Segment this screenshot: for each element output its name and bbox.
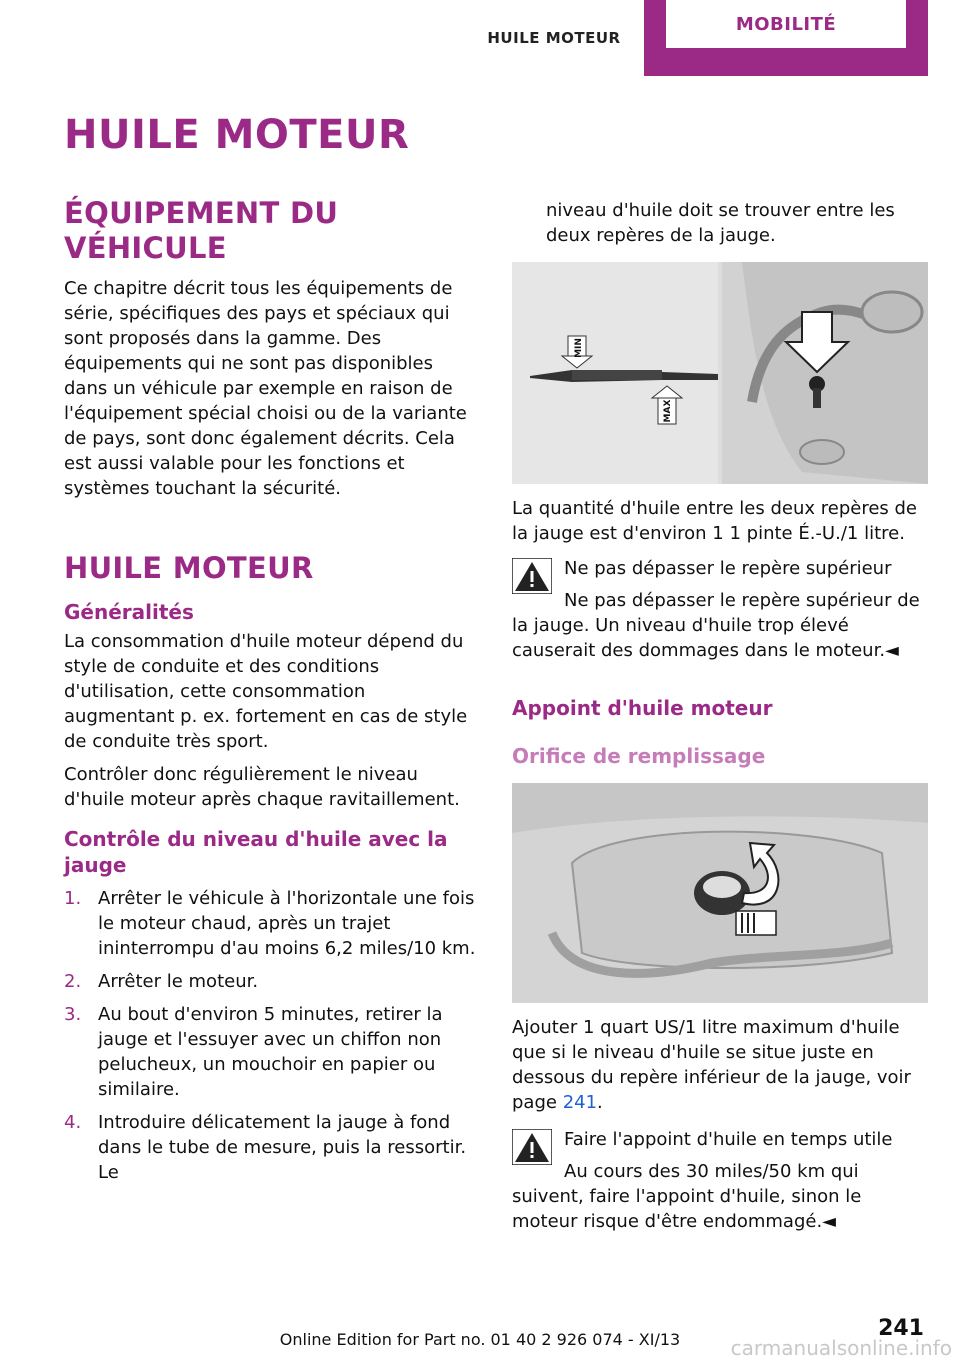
topup-text-main: Ajouter 1 quart US/1 litre maximum d'huile que si le niveau d'huile se situe juste en dessous du repère inférieur de la jauge, voir page — [512, 1017, 911, 1113]
page-link[interactable]: 241 — [562, 1092, 598, 1113]
svg-text:MAX: MAX — [663, 399, 673, 423]
step-text: Introduire délicatement la jauge à fond dans le tube de mesure, puis la ressortir. Le — [98, 1112, 467, 1184]
left-column — [64, 190, 480, 1185]
filler-figure — [512, 783, 928, 1003]
warning-overfill — [512, 556, 930, 663]
step-text: Au bout d'environ 5 minutes, retirer la jauge et l'essuyer avec un chiffon non pelucheux, un mouchoir en papier ou similaire. — [98, 1004, 443, 1101]
section-tab: HUILE MOTEUR — [487, 29, 621, 47]
step-number: 2. — [64, 971, 82, 993]
check-steps — [64, 886, 480, 1185]
topup-text-end: . — [597, 1092, 603, 1113]
page-number: 241 — [878, 1316, 924, 1341]
step-text: Arrêter le moteur. — [98, 971, 259, 993]
warning-text: Ne pas dépasser le repère supérieur de la jauge. Un niveau d'huile trop élevé causerait des dommages dans le moteur.◄ — [512, 590, 920, 661]
header-tabs — [464, 0, 928, 76]
dipstick-figure — [512, 262, 928, 484]
right-column — [512, 198, 930, 1234]
topup-heading: Appoint d'huile moteur — [512, 696, 773, 720]
list-item — [64, 969, 480, 994]
list-item — [64, 886, 480, 961]
chapter-tab-label: MOBILITÉ — [666, 0, 906, 48]
warning-title: Ne pas dépasser le repère supérieur — [564, 558, 892, 579]
warning-title: Faire l'appoint d'huile en temps utile — [564, 1129, 893, 1150]
dipstick-illustration — [512, 262, 928, 484]
list-item — [64, 1002, 480, 1102]
page-title: HUILE MOTEUR — [64, 112, 410, 158]
svg-text:MIN: MIN — [574, 338, 584, 358]
watermark: carmanualsonline.info — [730, 1336, 952, 1360]
step-4-continuation: niveau d'huile doit se trouver entre les deux repères de la jauge. — [546, 200, 895, 246]
quantity-text: La quantité d'huile entre les deux repères de la jauge est d'environ 1 1 pinte É.-U./1 litre. — [512, 498, 918, 544]
warning-triangle-icon — [512, 1129, 552, 1165]
step-number: 3. — [64, 1004, 82, 1026]
general-text-1: La consommation d'huile moteur dépend du style de conduite et des conditions d'utilisation, cette consommation augmentant p. ex. fortement en cas de style de conduite très sport. — [64, 631, 468, 753]
equipment-text: Ce chapitre décrit tous les équipements de série, spécifiques des pays et spéciaux qui sont proposés dans la gamme. Des équipements qui ne sont pas disponibles dans un véhicule par exemple en raison de l'équipement spécial choisi ou de la variante de pays, sont donc également décrits. Cela est aussi valable pour les fonctions et systèmes touchant la sécurité. — [64, 277, 467, 499]
step-number: 4. — [64, 1112, 82, 1134]
general-text-2: Contrôler donc régulièrement le niveau d'huile moteur après chaque ravitaillement. — [64, 764, 460, 811]
step-text: Arrêter le véhicule à l'horizontale une fois le moteur chaud, après un trajet ininterrompu d'au moins 6,2 miles/10 km. — [98, 888, 476, 960]
warning-topup — [512, 1127, 930, 1234]
equipment-heading: ÉQUIPEMENT DU VÉHICULE — [64, 196, 339, 265]
list-item — [64, 1110, 480, 1185]
footer-edition: Online Edition for Part no. 01 40 2 926 074 - XI/13 — [279, 1330, 681, 1349]
step-number: 1. — [64, 888, 82, 910]
warning-text: Au cours des 30 miles/50 km qui suivent, faire l'appoint d'huile, sinon le moteur risque d'être endommagé.◄ — [512, 1161, 862, 1232]
check-heading: Contrôle du niveau d'huile avec la jauge — [64, 827, 448, 878]
filler-illustration — [512, 783, 928, 1003]
oil-heading: HUILE MOTEUR — [64, 550, 314, 585]
general-heading: Généralités — [64, 600, 194, 625]
filler-heading: Orifice de remplissage — [512, 744, 766, 768]
topup-text — [512, 1015, 930, 1115]
chapter-tab — [644, 0, 928, 76]
warning-triangle-icon — [512, 558, 552, 594]
